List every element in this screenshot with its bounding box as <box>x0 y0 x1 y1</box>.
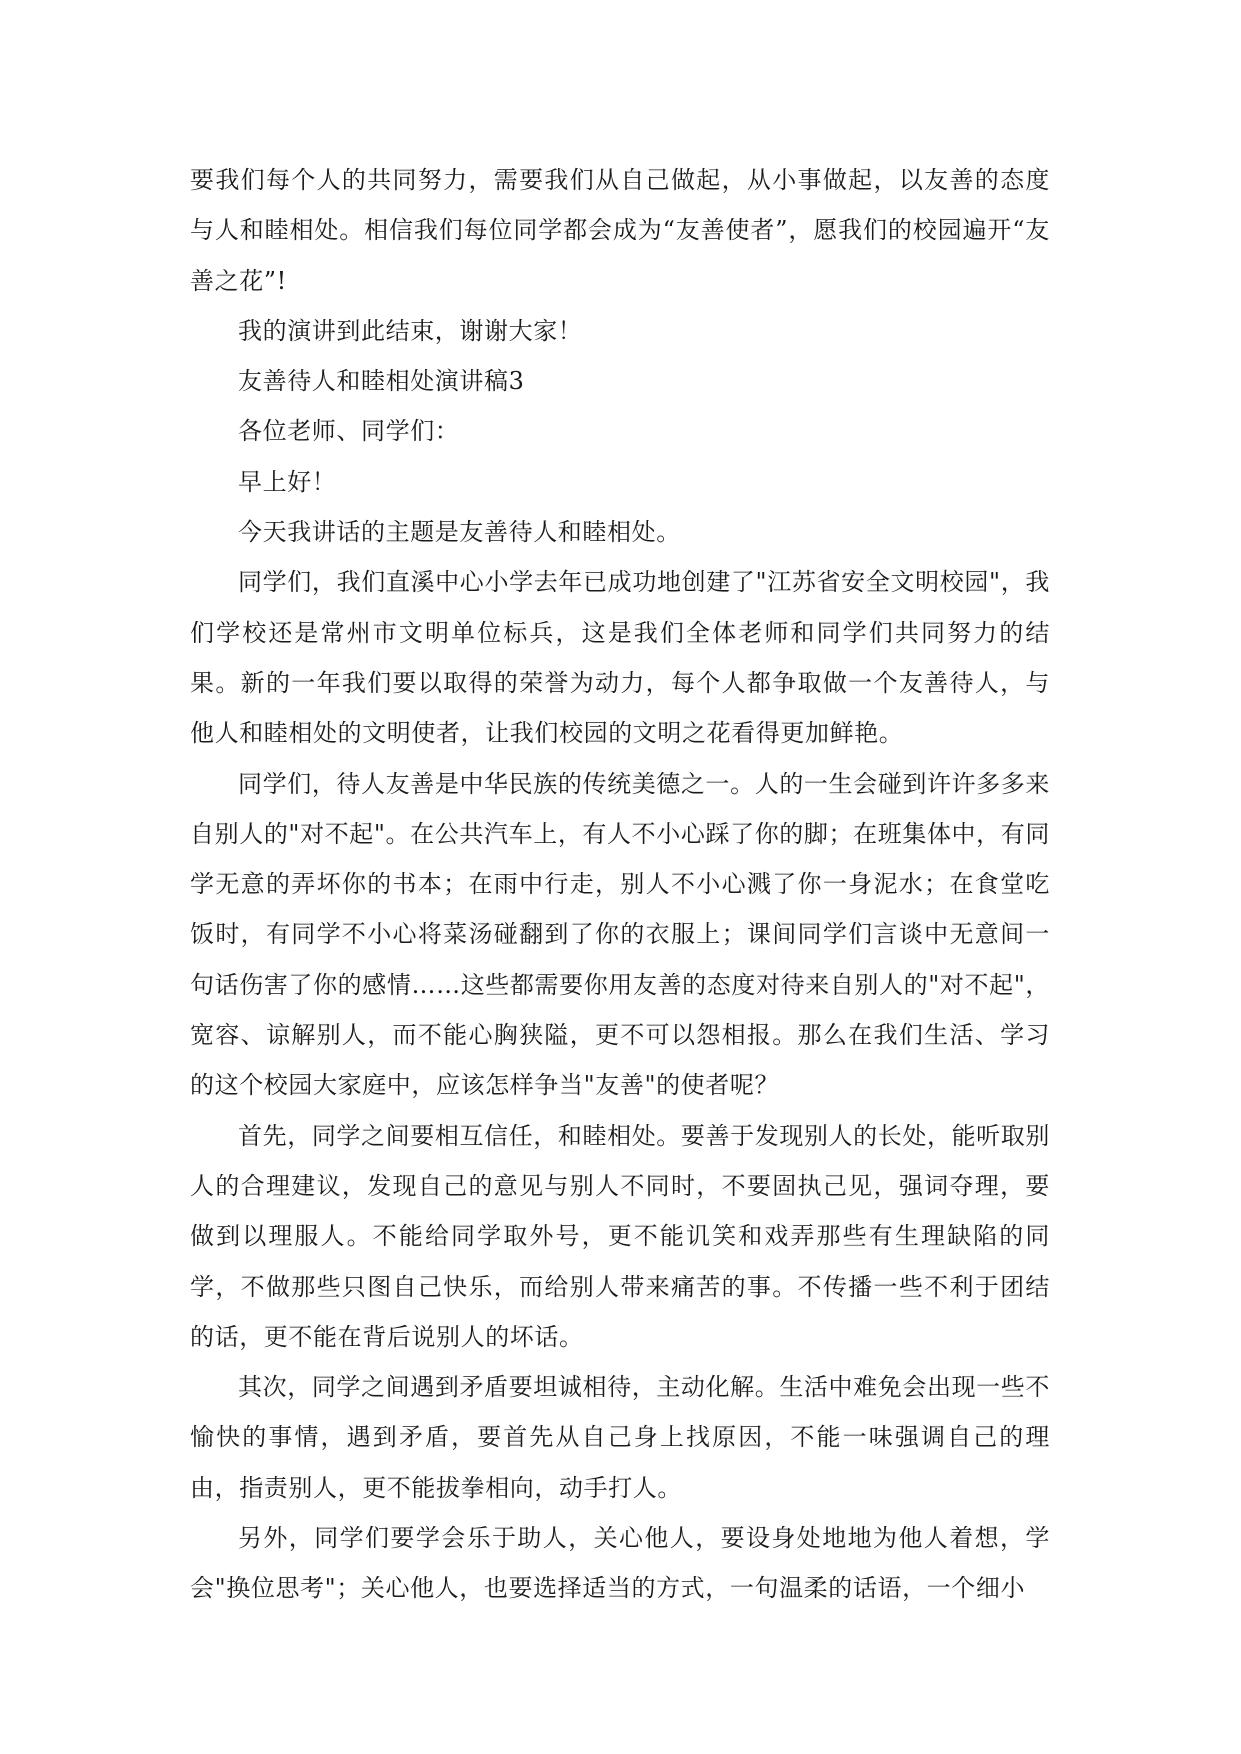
paragraph-closing: 我的演讲到此结束，谢谢大家！ <box>238 316 583 345</box>
salutation: 各位老师、同学们： <box>238 417 460 446</box>
paragraph-body: 另外，同学们要学会乐于助人，关心他人，要设身处地地为他人着想，学会"换位思考"；关心他人，也要选择适当的方式，一句温柔的话语，一个细小 <box>190 1524 1050 1603</box>
paragraph-body: 同学们，我们直溪中心小学去年已成功地创建了"江苏省安全文明校园"，我们学校还是常州市文明单位标兵，这是我们全体老师和同学们共同努力的结果。新的一年我们要以取得的荣誉为动力，每个人都争取做一个友善待人，与他人和睦相处的文明使者，让我们校园的文明之花看得更加鲜艳。 <box>190 568 1050 748</box>
paragraph-body: 首先，同学之间要相互信任，和睦相处。要善于发现别人的长处，能听取别人的合理建议，发现自己的意见与别人不同时，不要固执己见，强词夺理，要做到以理服人。不能给同学取外号，更不能讥笑和戏弄那些有生理缺陷的同学，不做那些只图自己快乐，而给别人带来痛苦的事。不传播一些不利于团结的话，更不能在背后说别人的坏话。 <box>190 1121 1050 1351</box>
paragraph-body: 同学们，待人友善是中华民族的传统美德之一。人的一生会碰到许许多多来自别人的"对不起"。在公共汽车上，有人不小心踩了你的脚；在班集体中，有同学无意的弄坏你的书本；在雨中行走，别人不小心溅了你一身泥水；在食堂吃饭时，有同学不小心将菜汤碰翻到了你的衣服上；课间同学们言谈中无意间一句话伤害了你的感情……这些都需要你用友善的态度对待来自别人的"对不起"，宽容、谅解别人，而不能心胸狭隘，更不可以怨相报。那么在我们生活、学习的这个校园大家庭中，应该怎样争当"友善"的使者呢？ <box>190 769 1050 1100</box>
paragraph-body: 其次，同学之间遇到矛盾要坦诚相待，主动化解。生活中难免会出现一些不愉快的事情，遇到矛盾，要首先从自己身上找原因，不能一味强调自己的理由，指责别人，更不能拔拳相向，动手打人。 <box>190 1373 1050 1502</box>
paragraph-continuation: 要我们每个人的共同努力，需要我们从自己做起，从小事做起，以友善的态度与人和睦相处。相信我们每位同学都会成为“友善使者”，愿我们的校园遍开“友善之花”! <box>190 166 1050 295</box>
paragraph-topic: 今天我讲话的主题是友善待人和睦相处。 <box>238 518 681 547</box>
document-body <box>190 155 1050 1614</box>
greeting: 早上好！ <box>238 467 337 496</box>
speech-title: 友善待人和睦相处演讲稿3 <box>238 367 525 396</box>
